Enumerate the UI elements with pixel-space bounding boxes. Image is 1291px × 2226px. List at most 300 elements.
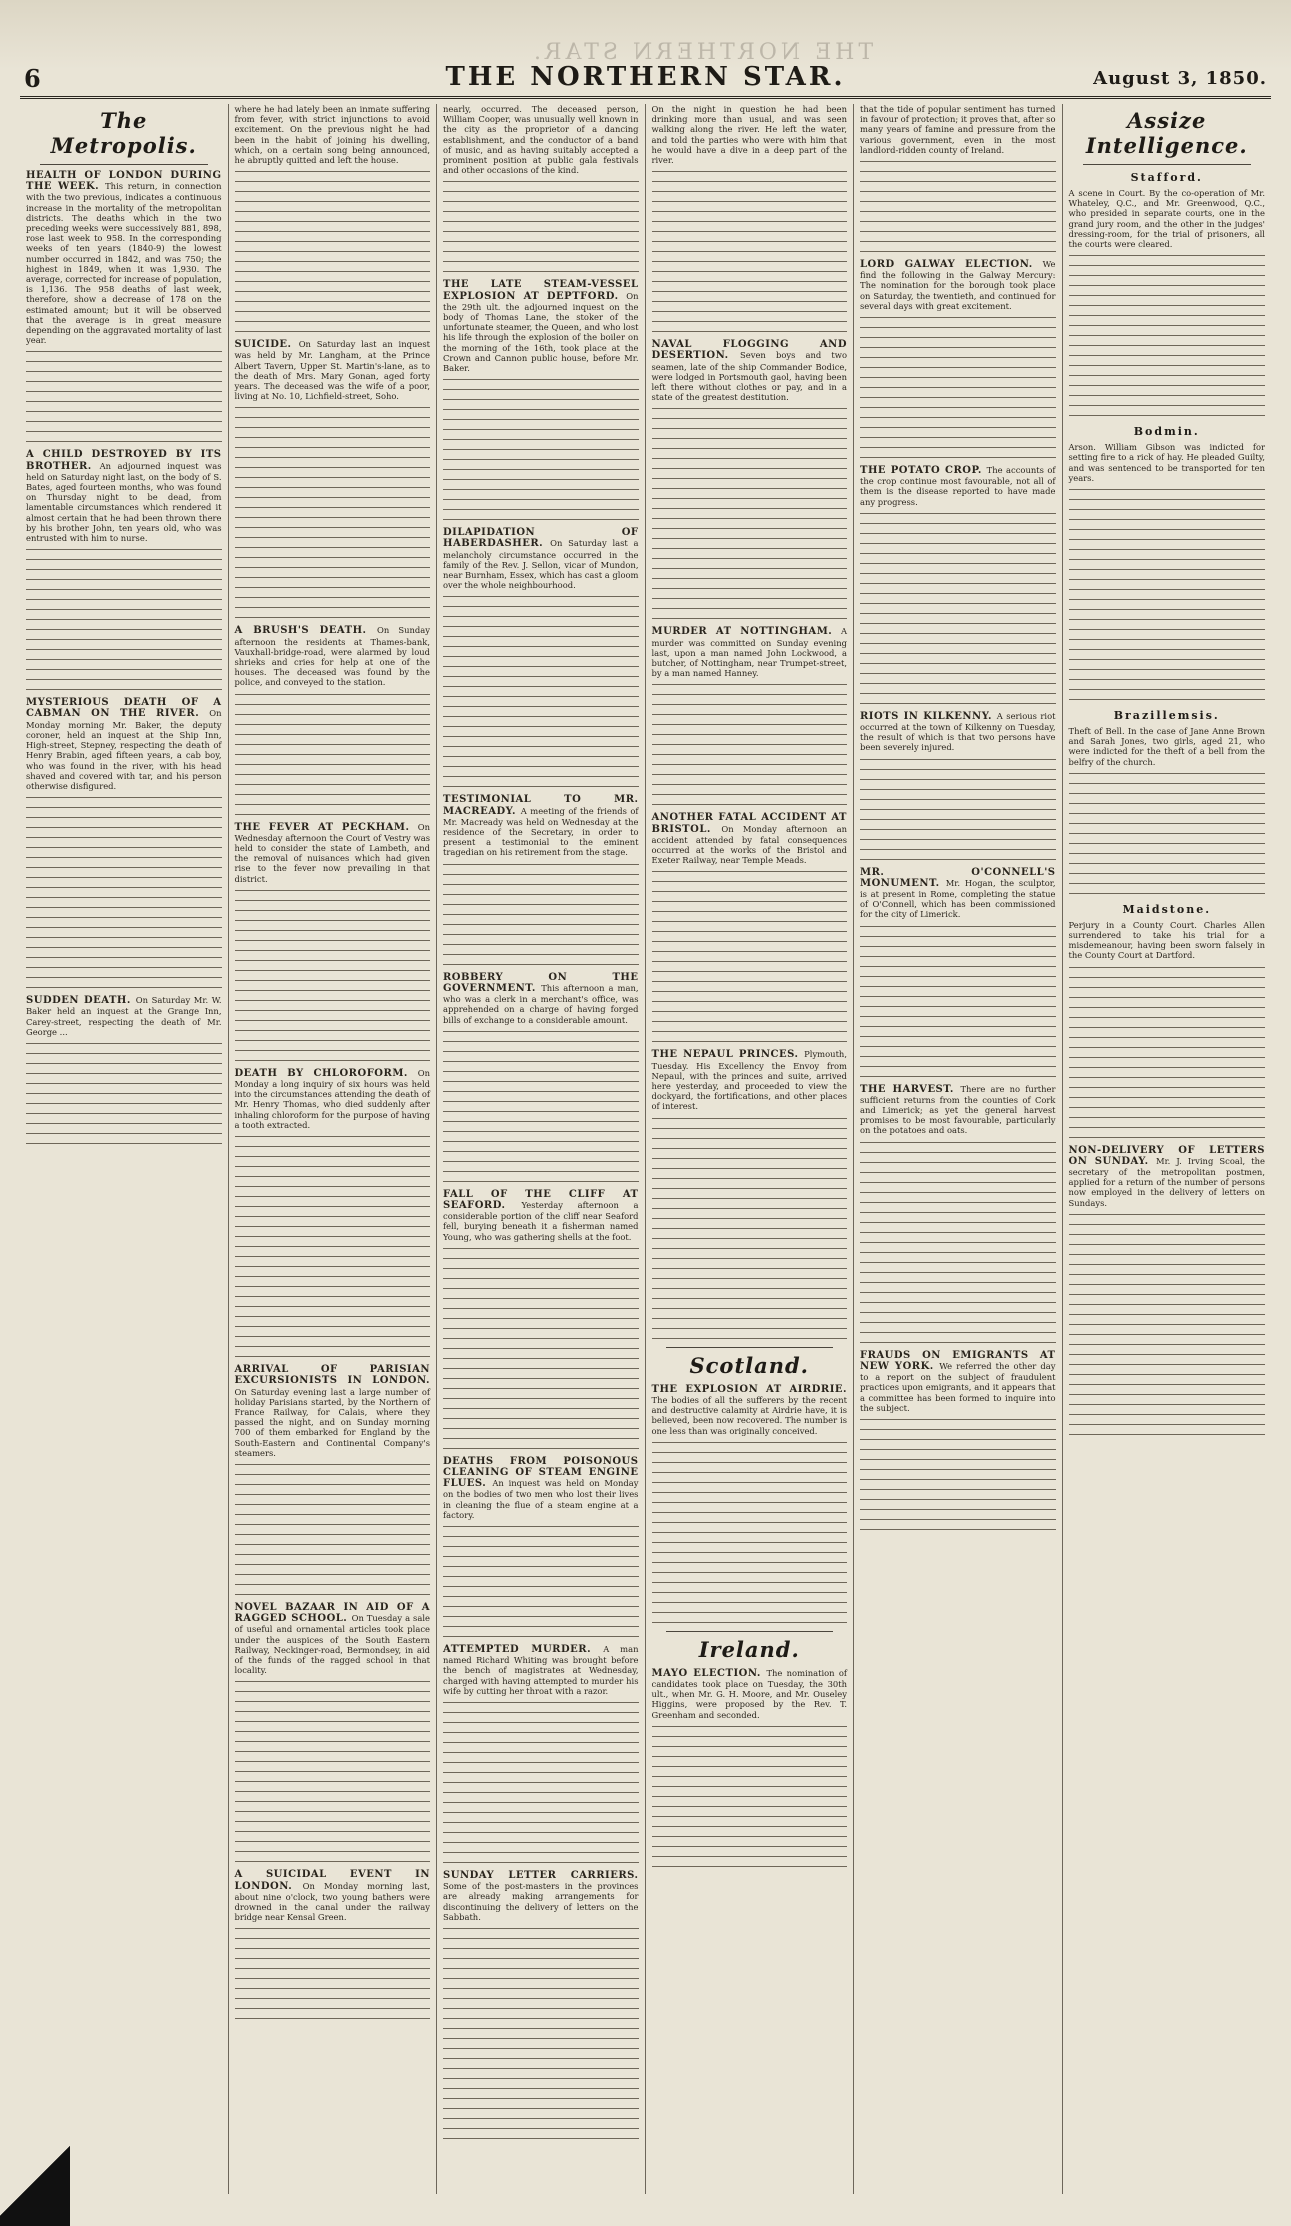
article-body: On Sunday afternoon the residents at Thames-bank, Vauxhall-bridge-road, were alarmed by loud shrieks and cries for help at one of the houses. The deceased was found by the police, and conveyed to the station. [234, 625, 430, 688]
article [26, 995, 222, 1147]
print-line-texture [860, 209, 1056, 215]
print-line-texture [235, 1144, 431, 1150]
print-line-texture [443, 1159, 639, 1165]
print-line-texture [443, 2046, 639, 2052]
print-line-texture [1069, 1382, 1266, 1388]
print-line-texture [443, 1386, 639, 1392]
print-line-texture [443, 734, 639, 740]
print-line-texture [652, 1196, 848, 1202]
print-line-texture [235, 998, 431, 1004]
article-title: A BRUSH'S DEATH. [234, 625, 377, 637]
print-line-texture [1069, 871, 1266, 877]
print-line-texture [235, 1996, 431, 2002]
print-line-texture [860, 315, 1056, 321]
print-line-texture [235, 1164, 431, 1170]
print-line-texture [26, 845, 222, 851]
reverse-page-bleed [0, 0, 1291, 70]
print-line-texture [860, 1467, 1056, 1473]
print-line-texture [443, 962, 639, 968]
print-line-texture [235, 712, 431, 718]
assize-town-heading: Brazillemsis. [1113, 709, 1220, 723]
print-line-texture [860, 1240, 1056, 1246]
article [235, 1364, 431, 1598]
article-paragraph [1069, 188, 1266, 249]
print-line-texture [235, 555, 431, 561]
print-line-texture [652, 1460, 848, 1466]
print-line-texture [1069, 995, 1266, 1001]
article-paragraph [860, 711, 1056, 753]
article-body: Mr. Hogan, the sculptor, is at present in Rome, completing the statue of O'Connell, which has been commissioned for the city of Limerick. [860, 877, 1056, 920]
print-line-texture [652, 1864, 848, 1870]
print-line-texture [443, 1039, 639, 1045]
print-line-texture [860, 1507, 1056, 1513]
print-line-texture [235, 1274, 431, 1280]
print-line-texture [26, 359, 222, 365]
print-line-texture [26, 647, 222, 653]
print-line-texture [235, 1018, 431, 1024]
print-line-texture [1069, 677, 1266, 683]
print-line-texture [235, 948, 431, 954]
print-line-texture [1069, 1372, 1266, 1378]
print-line-texture [860, 385, 1056, 391]
print-line-texture [443, 497, 639, 503]
article-paragraph [26, 449, 222, 543]
print-line-texture [235, 1174, 431, 1180]
article-body: We referred the other day to a report on the subject of fraudulent practices upon emigrants, and it appears that a committee has been formed to inquire into the subject. [860, 1360, 1056, 1413]
print-line-texture [860, 249, 1056, 255]
print-line-texture [235, 1502, 431, 1508]
print-line-texture [443, 2136, 639, 2142]
print-line-texture [443, 764, 639, 770]
print-line-texture [443, 1996, 639, 2002]
article-paragraph [860, 104, 1056, 155]
print-line-texture [443, 1446, 639, 1452]
print-line-texture [235, 908, 431, 914]
print-line-texture [443, 1720, 639, 1726]
print-line-texture [1069, 293, 1266, 299]
print-line-texture [652, 426, 848, 432]
print-line-texture [443, 704, 639, 710]
print-line-texture [1069, 1282, 1266, 1288]
print-line-texture [652, 1540, 848, 1546]
print-line-texture [443, 1544, 639, 1550]
masthead [20, 62, 1271, 99]
print-line-texture [652, 476, 848, 482]
print-line-texture [235, 199, 431, 205]
print-line-texture [443, 2086, 639, 2092]
print-line-texture [1069, 1075, 1266, 1081]
print-line-texture [26, 389, 222, 395]
print-line-texture [443, 457, 639, 463]
print-line-texture [235, 1946, 431, 1952]
article-title: DEATH BY CHLOROFORM. [234, 1067, 418, 1079]
print-line-texture [26, 577, 222, 583]
article-paragraph [860, 1084, 1056, 1136]
print-line-texture [235, 1572, 431, 1578]
print-line-texture [443, 2016, 639, 2022]
print-line-texture [1069, 1125, 1266, 1131]
print-line-texture [443, 209, 639, 215]
print-line-texture [235, 1462, 431, 1468]
print-line-texture [652, 1620, 848, 1626]
print-line-texture [443, 1079, 639, 1085]
article [1069, 903, 1266, 1141]
print-line-texture [26, 855, 222, 861]
article-paragraph [652, 104, 848, 165]
print-line-texture [860, 1417, 1056, 1423]
print-line-texture [860, 591, 1056, 597]
print-line-texture [1069, 985, 1266, 991]
print-line-texture [1069, 567, 1266, 573]
article [652, 626, 848, 808]
print-line-texture [443, 1966, 639, 1972]
article-paragraph [860, 867, 1056, 920]
print-line-texture [1069, 507, 1266, 513]
print-line-texture [860, 455, 1056, 461]
print-line-texture [235, 1562, 431, 1568]
article-title: THE NEPAUL PRINCES. [651, 1049, 805, 1061]
article-body: Yesterday afternoon a considerable portion of the cliff near Seaford fell, burying beneath it a fisherman named Young, who was gathering shells at the foot. [443, 1199, 639, 1242]
print-line-texture [652, 1186, 848, 1192]
print-line-texture [860, 425, 1056, 431]
newspaper-columns [20, 104, 1271, 2194]
print-line-texture [652, 1176, 848, 1182]
print-line-texture [235, 259, 431, 265]
section-heading: Assize Intelligence. [1085, 108, 1248, 158]
print-line-texture [443, 387, 639, 393]
print-line-texture [1069, 1302, 1266, 1308]
print-line-texture [443, 932, 639, 938]
print-line-texture [443, 259, 639, 265]
print-line-texture [1069, 607, 1266, 613]
print-line-texture [652, 1276, 848, 1282]
print-line-texture [443, 1624, 639, 1630]
print-line-texture [860, 1220, 1056, 1226]
print-line-texture [860, 531, 1056, 537]
print-line-texture [235, 958, 431, 964]
article-body: A meeting of the friends of Mr. Macready was held on Wednesday at the residence of the Secretary, in order to present a testimonial to the eminent tragedian on his retirement from the stage. [443, 805, 639, 858]
print-line-texture [860, 1210, 1056, 1216]
article-body: Plymouth, Tuesday. His Excellency the Envoy from Nepaul, with the princes and suite, arrived here yesterday, and proceeded to view the dockyard, the fortifications, and other places of interest. [651, 1049, 847, 1112]
article-body: A serious riot occurred at the town of Kilkenny on Tuesday, the result of which is that two persons have been severely injured. [860, 710, 1056, 753]
print-line-texture [235, 1058, 431, 1064]
print-line-texture [26, 985, 222, 991]
print-line-texture [443, 774, 639, 780]
article [652, 1384, 848, 1626]
article-body: On Saturday evening last a large number of holiday Parisians started, by the Northern of France Railway, for Calais, where they passed the night, and on Sunday morning 700 of them embarked for England by the South-Eastern and Continental Company's steamers. [234, 1386, 430, 1458]
print-line-texture [1069, 393, 1266, 399]
article-title: NAVAL FLOGGING AND DESERTION. [651, 339, 847, 362]
print-line-texture [860, 1280, 1056, 1286]
print-line-texture [26, 885, 222, 891]
print-line-texture [443, 1800, 639, 1806]
print-line-texture [443, 1406, 639, 1412]
print-line-texture [235, 918, 431, 924]
print-line-texture [652, 536, 848, 542]
article-title: MAYO ELECTION. [651, 1667, 767, 1679]
print-line-texture [652, 169, 848, 175]
print-line-texture [860, 954, 1056, 960]
print-line-texture [443, 189, 639, 195]
print-line-texture [443, 902, 639, 908]
print-line-texture [235, 595, 431, 601]
print-line-texture [652, 1316, 848, 1322]
print-line-texture [860, 1300, 1056, 1306]
article [443, 1870, 639, 2142]
print-line-texture [26, 935, 222, 941]
print-line-texture [235, 1028, 431, 1034]
print-line-texture [26, 567, 222, 573]
print-line-texture [235, 289, 431, 295]
print-line-texture [235, 455, 431, 461]
print-line-texture [235, 1038, 431, 1044]
print-line-texture [235, 189, 431, 195]
print-line-texture [860, 661, 1056, 667]
print-line-texture [1069, 1135, 1266, 1141]
article [860, 104, 1056, 255]
article [443, 972, 639, 1185]
print-line-texture [235, 425, 431, 431]
print-line-texture [443, 467, 639, 473]
print-line-texture [235, 1214, 431, 1220]
print-line-texture [1069, 1312, 1266, 1318]
print-line-texture [652, 1039, 848, 1045]
print-line-texture [652, 586, 848, 592]
print-line-texture [652, 899, 848, 905]
print-line-texture [443, 594, 639, 600]
print-line-texture [235, 1048, 431, 1054]
print-line-texture [443, 1129, 639, 1135]
print-line-texture [443, 1376, 639, 1382]
article-title: SUICIDE. [234, 339, 299, 351]
print-line-texture [1069, 537, 1266, 543]
print-line-texture [860, 325, 1056, 331]
print-line-texture [26, 409, 222, 415]
print-line-texture [235, 1926, 431, 1932]
print-line-texture [860, 1447, 1056, 1453]
article-paragraph [1069, 920, 1266, 961]
print-line-texture [235, 415, 431, 421]
print-line-texture [26, 687, 222, 693]
print-line-texture [860, 974, 1056, 980]
print-line-texture [26, 925, 222, 931]
print-line-texture [443, 1296, 639, 1302]
print-line-texture [443, 437, 639, 443]
print-line-texture [235, 888, 431, 894]
print-line-texture [652, 239, 848, 245]
article-body: where he had lately been an inmate suffering from fever, with strict injunctions to avoid excitement. On the previous night he had been in the habit of joining his dwelling, which, on a certain song being announced, he abruptly quitted and left the house. [234, 104, 430, 166]
print-line-texture [652, 1236, 848, 1242]
article-paragraph [26, 995, 222, 1037]
article-title: SUDDEN DEATH. [26, 995, 136, 1007]
print-line-texture [652, 1824, 848, 1830]
article-title: THE EXPLOSION AT AIRDRIE. [651, 1383, 847, 1395]
print-line-texture [652, 289, 848, 295]
print-line-texture [443, 694, 639, 700]
print-line-texture [443, 614, 639, 620]
print-line-texture [860, 1487, 1056, 1493]
article-title: RIOTS IN KILKENNY. [860, 710, 997, 722]
print-line-texture [860, 1064, 1056, 1070]
print-line-texture [1069, 383, 1266, 389]
article-body: On Saturday last a melancholy circumstance occurred in the family of the Rev. J. Sellon, vicar of Mundon, near Burnham, Essex, which has cast a gloom over the whole neighbourhood. [443, 538, 639, 591]
print-line-texture [26, 627, 222, 633]
print-line-texture [443, 2096, 639, 2102]
print-line-texture [235, 515, 431, 521]
print-line-texture [1069, 487, 1266, 493]
print-line-texture [860, 219, 1056, 225]
print-line-texture [235, 229, 431, 235]
print-line-texture [443, 427, 639, 433]
print-line-texture [235, 1729, 431, 1735]
column-1 [20, 104, 229, 2194]
print-line-texture [860, 581, 1056, 587]
print-line-texture [235, 1976, 431, 1982]
article [235, 625, 431, 817]
print-line-texture [1069, 1272, 1266, 1278]
print-line-texture [1069, 313, 1266, 319]
print-line-texture [860, 1074, 1056, 1080]
article-paragraph [443, 527, 639, 590]
article [860, 711, 1056, 863]
article [235, 1869, 431, 2022]
article-paragraph [443, 104, 639, 175]
print-line-texture [443, 1604, 639, 1610]
article-paragraph [652, 1384, 848, 1436]
article [652, 1668, 848, 1870]
article-title: TESTIMONIAL TO MR. MACREADY. [443, 794, 639, 817]
newspaper-title: THE NORTHERN STAR. [445, 62, 846, 92]
print-line-texture [860, 169, 1056, 175]
print-line-texture [1069, 303, 1266, 309]
print-line-texture [443, 1850, 639, 1856]
print-line-texture [26, 945, 222, 951]
print-line-texture [26, 1091, 222, 1097]
print-line-texture [652, 1794, 848, 1800]
print-line-texture [860, 1014, 1056, 1020]
print-line-texture [26, 905, 222, 911]
print-line-texture [1069, 821, 1266, 827]
section-heading: The Metropolis. [50, 108, 197, 158]
print-line-texture [652, 259, 848, 265]
print-line-texture [652, 416, 848, 422]
print-line-texture [235, 1532, 431, 1538]
article-paragraph [652, 812, 848, 865]
section-heading: Ireland. [698, 1636, 800, 1662]
print-line-texture [652, 1126, 848, 1132]
print-line-texture [235, 1482, 431, 1488]
article [235, 1068, 431, 1360]
print-line-texture [652, 516, 848, 522]
print-line-texture [26, 835, 222, 841]
article-paragraph [26, 170, 222, 345]
print-line-texture [652, 1510, 848, 1516]
article-paragraph [652, 626, 848, 678]
print-line-texture [1069, 791, 1266, 797]
print-line-texture [860, 571, 1056, 577]
print-line-texture [235, 1008, 431, 1014]
article [26, 170, 222, 445]
article [235, 822, 431, 1064]
print-line-texture [235, 465, 431, 471]
print-line-texture [443, 634, 639, 640]
print-line-texture [1069, 547, 1266, 553]
print-line-texture [443, 1594, 639, 1600]
print-line-texture [443, 1554, 639, 1560]
article-title: MR. O'CONNELL'S MONUMENT. [860, 866, 1056, 889]
print-line-texture [1069, 801, 1266, 807]
print-line-texture [443, 872, 639, 878]
print-line-texture [1069, 1025, 1266, 1031]
print-line-texture [1069, 587, 1266, 593]
print-line-texture [235, 605, 431, 611]
print-line-texture [443, 2076, 639, 2082]
print-line-texture [443, 249, 639, 255]
print-line-texture [652, 1844, 848, 1850]
print-line-texture [235, 1334, 431, 1340]
print-line-texture [860, 631, 1056, 637]
print-line-texture [443, 377, 639, 383]
page-number: 6 [24, 64, 41, 93]
print-line-texture [443, 922, 639, 928]
print-line-texture [860, 777, 1056, 783]
print-line-texture [443, 882, 639, 888]
print-line-texture [860, 1140, 1056, 1146]
article [860, 867, 1056, 1080]
section-rule [666, 1631, 834, 1632]
print-line-texture [652, 1256, 848, 1262]
print-line-texture [652, 1156, 848, 1162]
article-paragraph [235, 104, 431, 165]
print-line-texture [652, 526, 848, 532]
print-line-texture [1069, 363, 1266, 369]
print-line-texture [652, 249, 848, 255]
article [1069, 1145, 1266, 1438]
article-title: THE HARVEST. [860, 1083, 961, 1095]
article-title: THE POTATO CROP. [860, 465, 987, 477]
print-line-texture [443, 2006, 639, 2012]
print-line-texture [1069, 1322, 1266, 1328]
print-line-texture [26, 657, 222, 663]
print-line-texture [443, 1614, 639, 1620]
print-line-texture [652, 969, 848, 975]
article-paragraph [652, 339, 848, 402]
print-line-texture [1069, 1085, 1266, 1091]
article [443, 279, 639, 523]
print-line-texture [860, 1150, 1056, 1156]
print-line-texture [860, 1330, 1056, 1336]
print-line-texture [443, 1089, 639, 1095]
print-line-texture [443, 1740, 639, 1746]
print-line-texture [235, 545, 431, 551]
print-line-texture [860, 1427, 1056, 1433]
print-line-texture [235, 1354, 431, 1360]
print-line-texture [652, 1029, 848, 1035]
print-line-texture [860, 199, 1056, 205]
print-line-texture [235, 812, 431, 818]
print-line-texture [26, 815, 222, 821]
print-line-texture [652, 309, 848, 315]
print-line-texture [443, 2116, 639, 2122]
print-line-texture [860, 1170, 1056, 1176]
print-line-texture [235, 239, 431, 245]
assize-town-heading: Maidstone. [1122, 902, 1212, 916]
print-line-texture [235, 1759, 431, 1765]
print-line-texture [860, 1457, 1056, 1463]
print-line-texture [235, 1739, 431, 1745]
print-line-texture [652, 1326, 848, 1332]
article-body: On Monday a long inquiry of six hours was held into the circumstances attending the death of Mr. Henry Thomas, who died suddenly after inhaling chloroform for the purpose of having a tooth extracted. [234, 1067, 430, 1130]
